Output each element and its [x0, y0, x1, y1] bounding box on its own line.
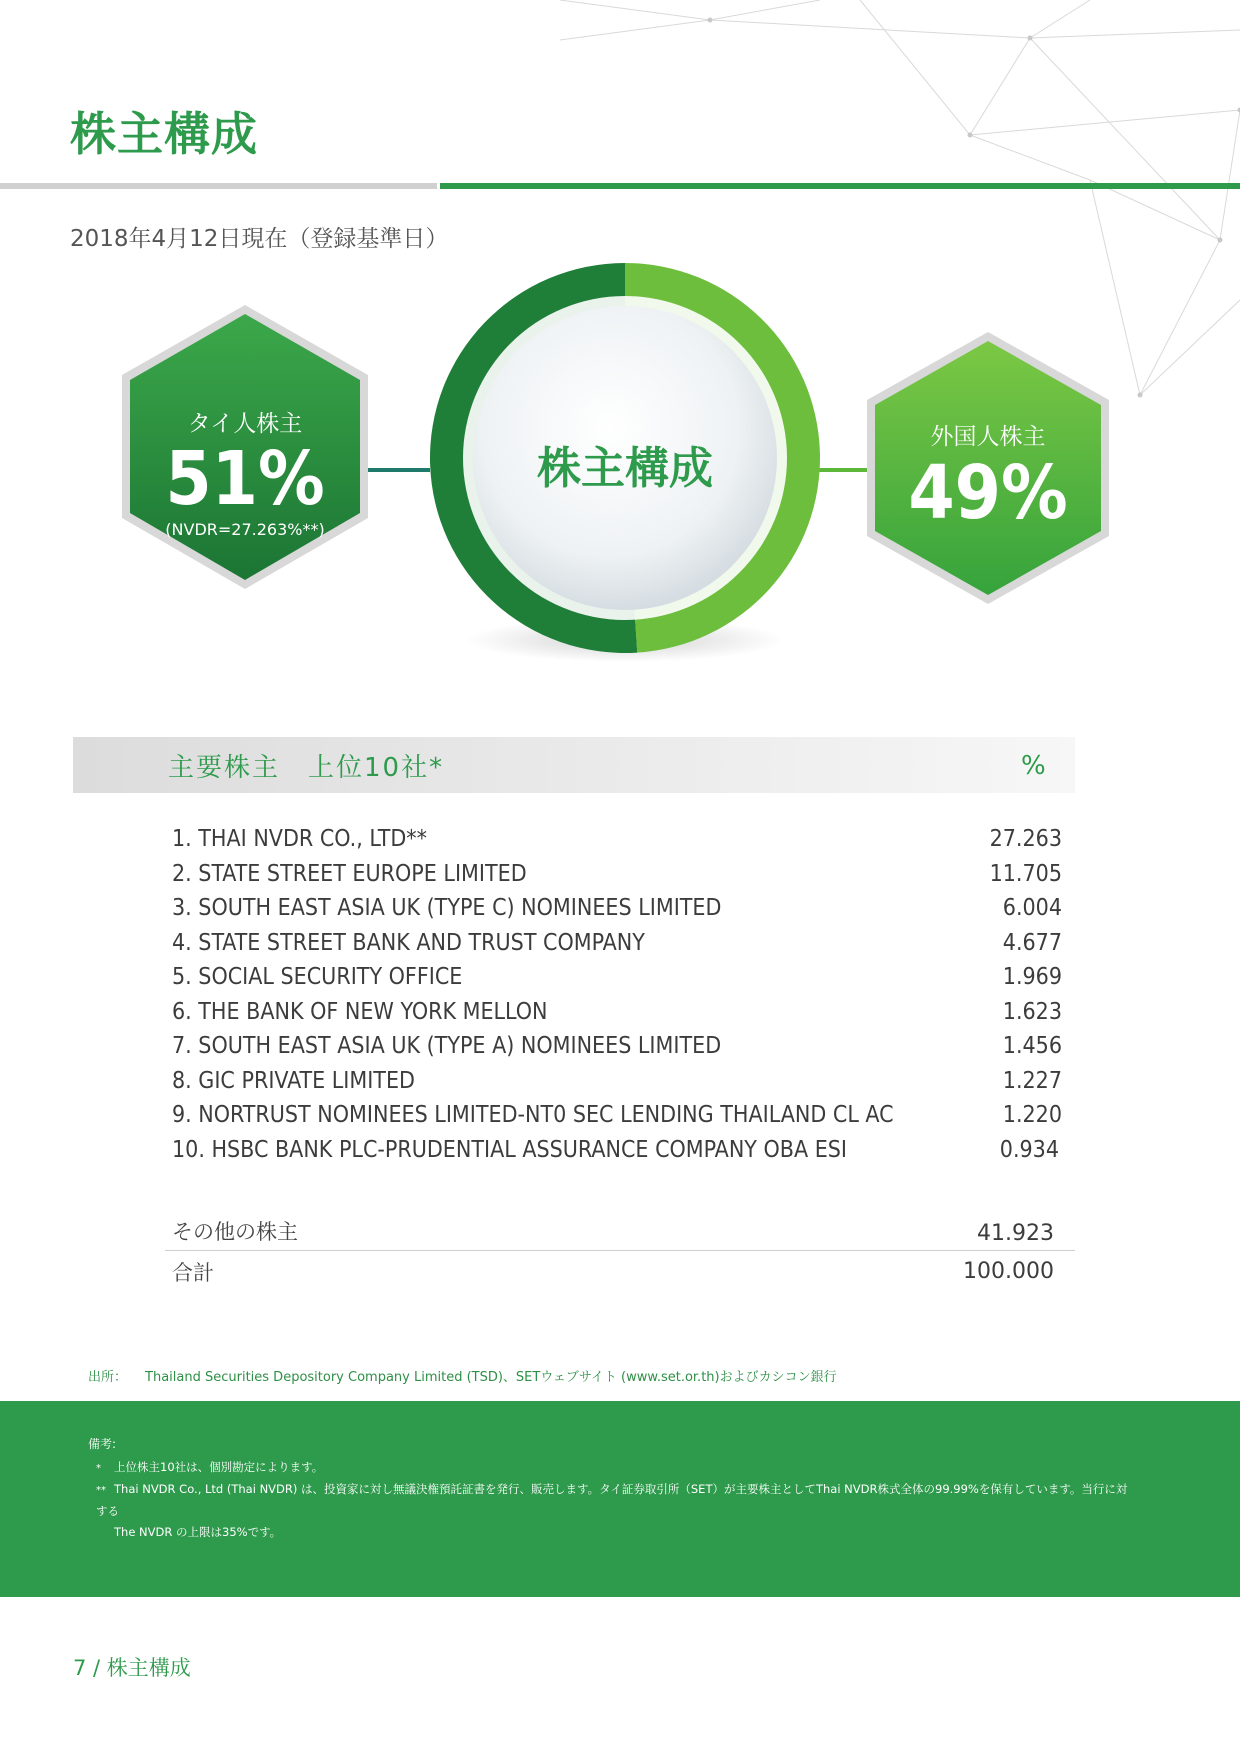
shareholder-name: 3. SOUTH EAST ASIA UK (TYPE C) NOMINEES LIMITED — [172, 895, 722, 921]
shareholder-percent: 27.263 — [989, 826, 1062, 852]
shareholder-infographic — [0, 240, 1240, 690]
table-row — [172, 861, 1062, 895]
note-text: 上位株主10社は、個別勘定によります。 — [114, 1460, 324, 1474]
shareholder-name: 10. HSBC BANK PLC-PRUDENTIAL ASSURANCE COMPANY OBA ESI — [172, 1137, 848, 1163]
foreign-label: 外国人株主 — [930, 424, 1046, 450]
table-row — [172, 895, 1062, 929]
shareholder-percent: 0.934 — [999, 1137, 1059, 1163]
page-title: 株主構成 — [70, 107, 258, 161]
others-value: 41.923 — [977, 1221, 1054, 1246]
note-text: Thai NVDR Co., Ltd (Thai NVDR) は、投資家に対し無議決権預託証書を発行、販売します。タイ証券取引所（SET）が主要株主としてThai NVDR株式全体の99.99%を保有しています。当行に対する — [96, 1482, 1128, 1518]
table-row — [172, 930, 1062, 964]
table-row — [172, 1068, 1062, 1102]
shareholder-percent: 1.220 — [1002, 1102, 1062, 1128]
foreign-percent: 49% — [908, 450, 1068, 536]
center-label: 株主構成 — [537, 443, 713, 494]
shareholder-name: 7. SOUTH EAST ASIA UK (TYPE A) NOMINEES LIMITED — [172, 1033, 722, 1059]
notes-band — [0, 1401, 1240, 1597]
shareholder-percent: 1.969 — [1002, 964, 1062, 990]
table-row — [172, 1102, 1062, 1136]
title-rule-green — [440, 183, 1240, 189]
thai-percent: 51% — [165, 436, 325, 522]
total-divider — [165, 1250, 1075, 1251]
total-label: 合計 — [172, 1261, 214, 1285]
table-row — [172, 1033, 1062, 1067]
top10-title: 主要株主 上位10社* — [168, 753, 445, 783]
thai-nvdr-note: (NVDR=27.263%**) — [165, 520, 325, 539]
shareholder-percent: 4.677 — [1002, 930, 1062, 956]
shareholder-name: 8. GIC PRIVATE LIMITED — [172, 1068, 415, 1094]
note-mark: ** — [96, 1485, 106, 1496]
shareholder-percent: 1.227 — [1002, 1068, 1062, 1094]
percent-header: % — [1021, 751, 1046, 781]
shareholder-percent: 6.004 — [1002, 895, 1062, 921]
page-footer: 7 / 株主構成 — [73, 1656, 191, 1680]
as-of-date: 2018年4月12日現在（登録基準日） — [70, 226, 449, 252]
others-label: その他の株主 — [172, 1220, 298, 1244]
note-item — [96, 1457, 1136, 1479]
total-value: 100.000 — [963, 1259, 1054, 1284]
shareholder-name: 2. STATE STREET EUROPE LIMITED — [172, 861, 527, 887]
shareholder-name: 4. STATE STREET BANK AND TRUST COMPANY — [172, 930, 645, 956]
table-row — [172, 999, 1062, 1033]
shareholder-name: 5. SOCIAL SECURITY OFFICE — [172, 964, 463, 990]
thai-label: タイ人株主 — [187, 411, 303, 437]
note-mark: * — [96, 1463, 101, 1474]
shareholder-name: 9. NORTRUST NOMINEES LIMITED-NT0 SEC LENDING THAILAND CL AC — [172, 1102, 894, 1128]
source-text: Thailand Securities Depository Company Limited (TSD)、SETウェブサイト (www.set.or.th)およびカシコン銀行 — [145, 1370, 837, 1385]
shareholder-percent: 11.705 — [989, 861, 1062, 887]
shareholder-name: 6. THE BANK OF NEW YORK MELLON — [172, 999, 548, 1025]
table-row — [172, 964, 1062, 998]
title-rule-gray — [0, 183, 437, 189]
note-item — [96, 1479, 1136, 1543]
source-line — [88, 1366, 837, 1385]
table-row — [172, 1137, 1059, 1171]
shareholder-name: 1. THAI NVDR CO., LTD** — [172, 826, 427, 852]
shareholder-percent: 1.623 — [1002, 999, 1062, 1025]
notes-title: 備考: — [88, 1437, 117, 1451]
source-label: 出所： — [88, 1370, 128, 1385]
note-text-continued: The NVDR の上限は35%です。 — [114, 1525, 282, 1539]
table-row — [172, 826, 1062, 860]
shareholder-percent: 1.456 — [1002, 1033, 1062, 1059]
top10-table-header — [73, 737, 1075, 793]
